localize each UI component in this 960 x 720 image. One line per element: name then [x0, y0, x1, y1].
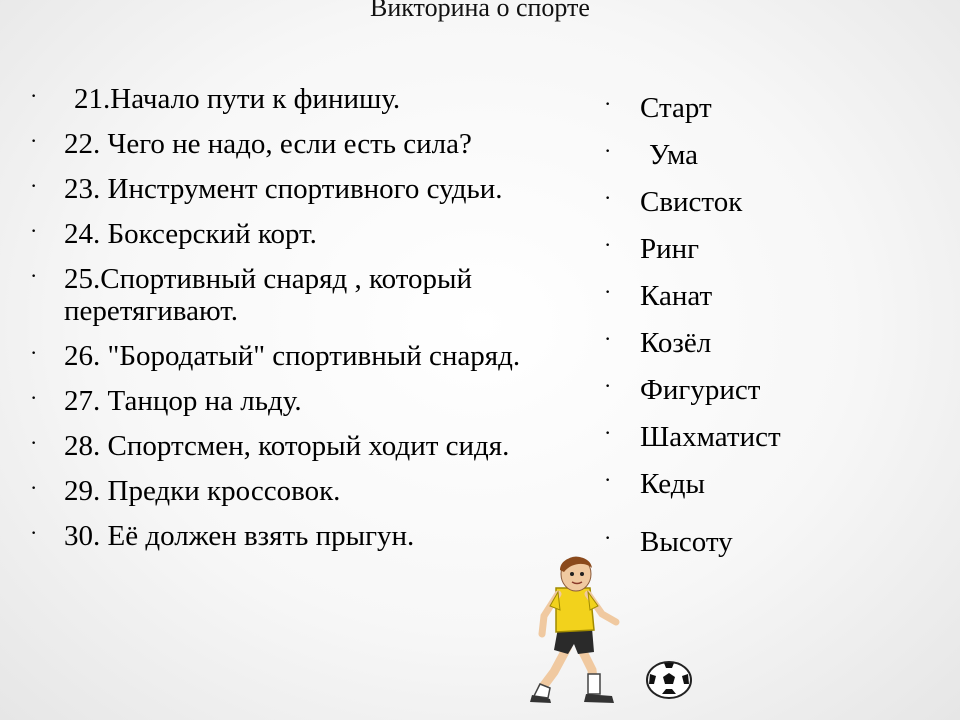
question-item: · 24. Боксерский корт.	[64, 218, 544, 250]
answer-item: · Высоту	[640, 525, 940, 559]
answer-item: · Свисток	[640, 185, 940, 219]
soccer-player-icon	[520, 548, 630, 708]
question-item: · 22. Чего не надо, если есть сила?	[64, 128, 544, 160]
slide-title: Викторина о спорте	[370, 0, 590, 22]
question-item: · 26. "Бородатый" спортивный снаряд.	[64, 340, 544, 372]
question-item: · 25.Спортивный снаряд , который перетягивают.	[64, 263, 544, 327]
soccer-ball-icon	[644, 660, 694, 700]
answer-item: · Канат	[640, 279, 940, 313]
answer-item: · Ринг	[640, 232, 940, 266]
answer-item: · Кеды	[640, 467, 940, 501]
answer-item: · Ума	[640, 138, 940, 172]
questions-list	[64, 83, 544, 552]
question-item: · 23. Инструмент спортивного судьи.	[64, 173, 544, 205]
question-item: · 21.Начало пути к финишу.	[64, 83, 544, 115]
question-item: · 27. Танцор на льду.	[64, 385, 544, 417]
answers-list	[640, 91, 940, 559]
question-item: · 29. Предки кроссовок.	[64, 475, 544, 507]
question-item: · 28. Спортсмен, который ходит сидя.	[64, 430, 544, 462]
answer-item: · Фигурист	[640, 373, 940, 407]
answer-item: · Старт	[640, 91, 940, 125]
question-item: · 30. Её должен взять прыгун.	[64, 520, 544, 552]
answer-item: · Козёл	[640, 326, 940, 360]
answer-item: · Шахматист	[640, 420, 940, 454]
